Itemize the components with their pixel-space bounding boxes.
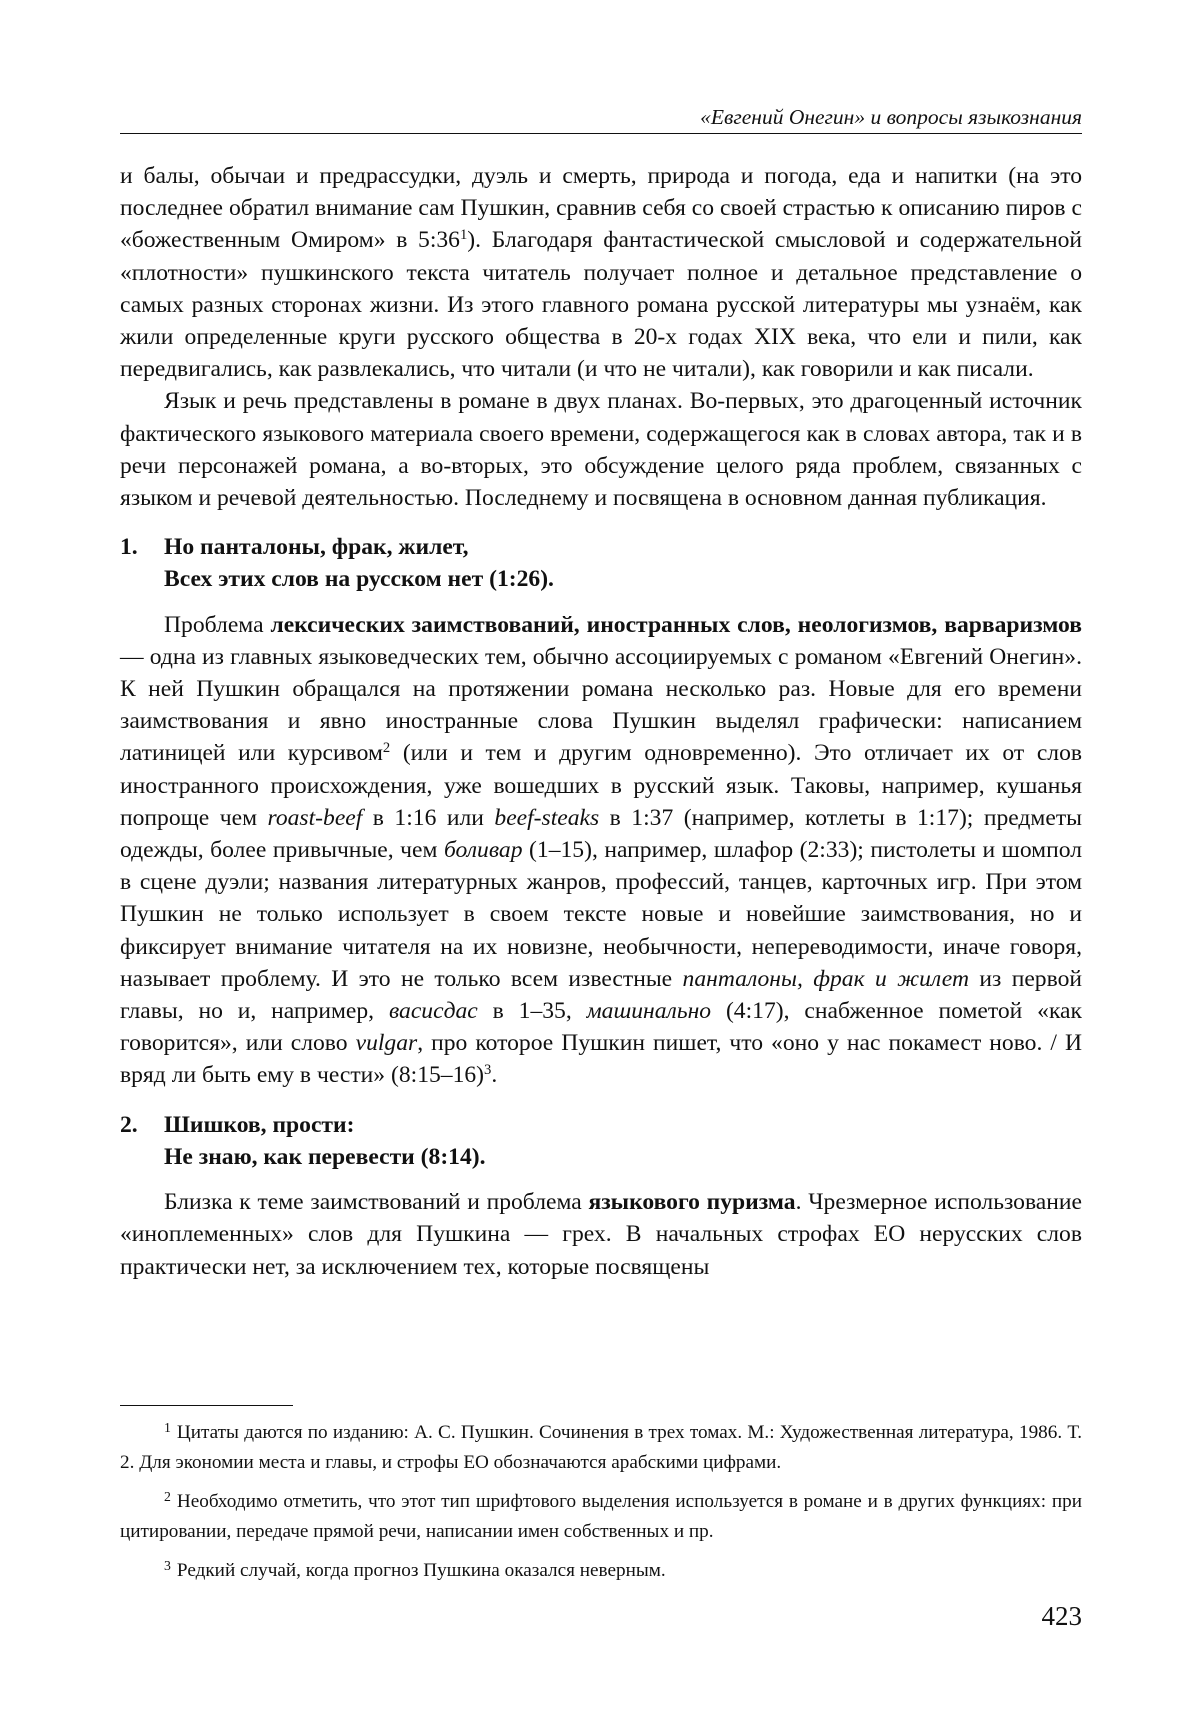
italic-term: vulgar [355, 1030, 418, 1057]
section-heading-line: Шишков, прости: [164, 1111, 355, 1138]
section-heading-line: Всех этих слов на русском нет (1:26). [164, 566, 554, 593]
paragraph-1: и балы, обычаи и предрассудки, дуэль и смерть, природа и погода, еда и напитки (на это последнее обратил внимание сам Пушкин, сравнив себя со своей страстью к описанию пиров с «божественным Омиром» в $5:36^1$). Благодаря фантастической смысловой и содержательной «плотности» пушкинского текста читатель получает полное и детальное представление о самых разных сторонах жизни. Из этого главного романа русской литературы мы узнаём, как жили определенные круги русского общества в 20-х годах XIX века, что ели и пили, как передвигались, как развлекались, что читали (и что не читали), как говорили и как писали. [120, 163, 1082, 383]
header-rule [120, 133, 1082, 134]
section-heading-line: Но панталоны, фрак, жилет, [164, 534, 469, 561]
section-heading-2 [120, 1109, 1082, 1173]
italic-term: боливар [443, 837, 523, 864]
footnote-ref-1[interactable]: 1 [459, 227, 468, 244]
italic-term: roast-beef [267, 804, 363, 831]
footnote-number: 1 [164, 1419, 171, 1435]
footnote-number: 3 [164, 1557, 171, 1573]
italic-term: васисдас [388, 998, 478, 1025]
section-heading-1 [120, 531, 1082, 595]
paragraph-2: Язык и речь представлены в романе в двух планах. Во-первых, это драгоценный источник фактического языкового материала своего времени, содержащегося как в словах автора, так и в речи персонажей романа, а во-вторых, это обсуждение целого ряда проблем, связанных с языком и речевой деятельностью. Последнему и посвящена в основном данная публикация. [120, 388, 1082, 512]
footnote-1: $^1$ Цитаты даются по изданию: А. С. Пушкин. Сочинения в трех томах. М.: Художественная литература, 1986. Т. 2. Для экономии места и главы, и строфы ЕО обозначаются арабскими цифрами. [120, 1419, 1082, 1473]
footnote-number: 2 [164, 1488, 171, 1504]
section-number: 2. [120, 1111, 138, 1138]
section-heading-line: Не знаю, как перевести (8:14). [164, 1143, 486, 1170]
italic-term: панталоны, фрак и жилет [682, 965, 970, 992]
footnote-rule [120, 1405, 293, 1406]
footnote-3: $^3$ Редкий случай, когда прогноз Пушкина оказался неверным. [164, 1557, 666, 1581]
main-text [120, 160, 1082, 1283]
bold-term: языкового пуризма [588, 1189, 796, 1216]
footnote-ref-3[interactable]: 3 [484, 1062, 492, 1079]
section-number: 1. [120, 534, 138, 561]
footnote-2: $^2$ Необходимо отметить, что этот тип шрифтового выделения используется в романе и в других функциях: при цитировании, передаче прямой речи, написании имен собственных и пр. [120, 1488, 1082, 1542]
paragraph-4: Близка к теме заимствований и проблема языкового пуризма. Чрезмерное использование «иноплеменных» слов для Пушкина — грех. В начальных строфах ЕО нерусских слов практически нет, за исключением тех, которые посвящены [120, 1189, 1082, 1280]
italic-term: beef-steaks [494, 804, 600, 831]
page-number: 423 [1041, 1601, 1082, 1631]
footnote-ref-2[interactable]: 2 [382, 740, 391, 757]
running-head: «Евгений Онегин» и вопросы языкознания [700, 105, 1082, 129]
footnotes [120, 1418, 1082, 1595]
italic-term: машинально [586, 998, 712, 1025]
bold-term: лексических заимствований, иностранных слов, неологизмов, варваризмов [270, 611, 1082, 638]
paragraph-3: Проблема лексических заимствований, иностранных слов, неологизмов, варваризмов — одна из главных языковедческих тем, обычно ассоциируемых с романом «Евгений Онегин». К ней Пушкин обращался на протяжении романа несколько раз. Новые для его времени заимствования и явно иностранные слова Пушкин выделял графически: написанием латиницей или курсивом$^2$ (или и тем и другим одновременно). Это отличает их от слов иностранного происхождения, уже вошедших в русский язык. Таковы, например, кушанья попроще чем roast-beef в 1:16 или beef-steaks в 1:37 (например, котлеты в 1:17); предметы одежды, более привычные, чем боливар (1–15), например, шлафор (2:33); пистолеты и шомпол в сцене дуэли; названия литературных жанров, профессий, танцев, карточных игр. При этом Пушкин не только использует в своем тексте новые и новейшие заимствования, но и фиксирует внимание читателя на их новизне, необычности, непереводимости, иначе говоря, называет проблему. И это не только всем известные панталоны, фрак и жилет из первой главы, но и, например, васисдас в 1–35, машинально (4:17), снабженное пометой «как говорится», или слово vulgar, про которое Пушкин пишет, что «оно у нас покамест ново. / И вряд ли быть ему в чести» (8:15–16)$^3$. [120, 611, 1083, 1089]
